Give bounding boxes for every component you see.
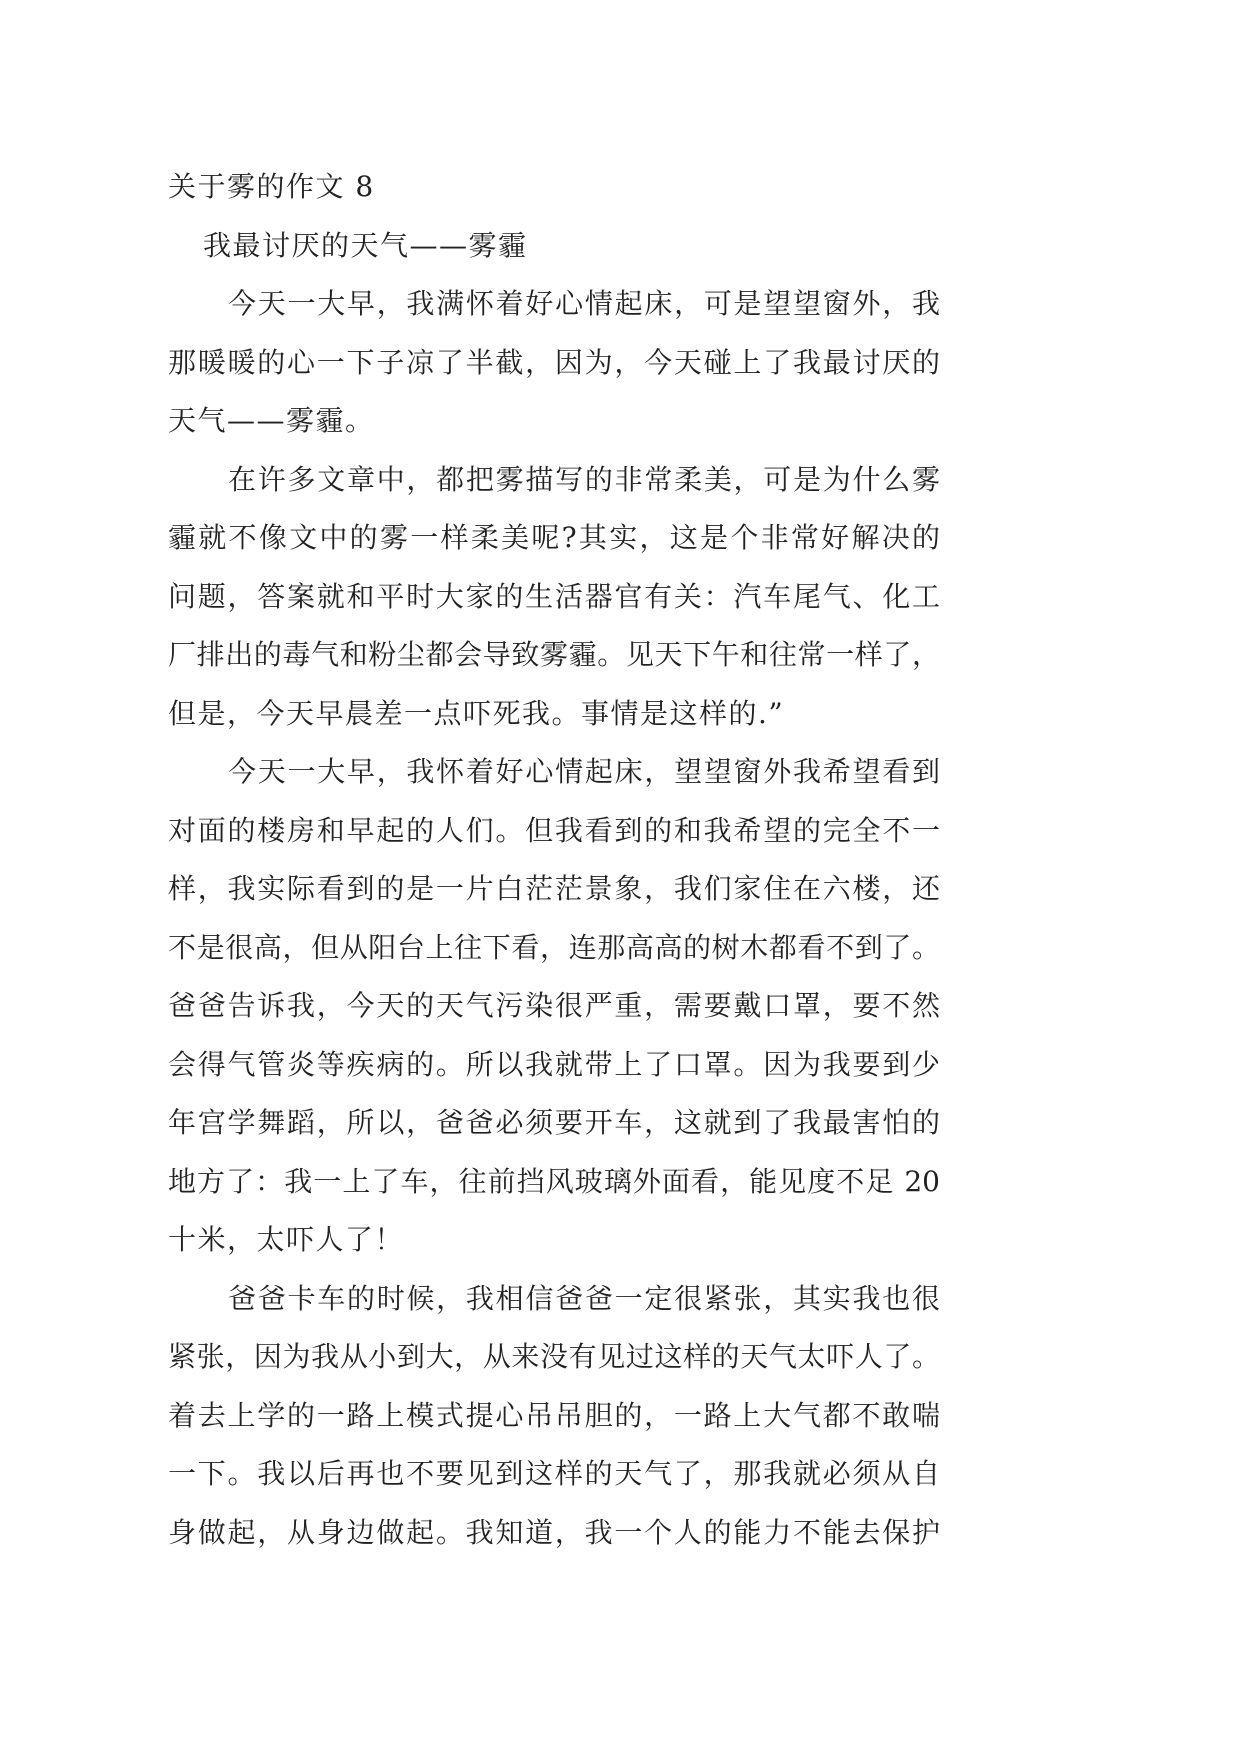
text-line: 那暖暖的心一下子凉了半截，因为，今天碰上了我最讨厌的: [168, 345, 940, 379]
paragraph-4: [168, 1270, 940, 1563]
text-line: 今天一大早，我满怀着好心情起床，可是望望窗外，我: [228, 287, 940, 320]
text-line: 天气——雾霾。: [168, 404, 375, 437]
document-page: [168, 158, 940, 1562]
text-line: 样，我实际看到的是一片白茫茫景象，我们家住在六楼，还: [168, 872, 940, 905]
text-line: 身做起，从身边做起。我知道，我一个人的能力不能去保护: [168, 1515, 940, 1549]
text-line: 爸爸卡车的时候，我相信爸爸一定很紧张，其实我也很: [228, 1281, 940, 1315]
text-line: 着去上学的一路上模式提心吊吊胆的，一路上大气都不敢喘: [168, 1398, 940, 1432]
text-line: 在许多文章中，都把雾描写的非常柔美，可是为什么雾: [228, 462, 940, 496]
text-line: 紧张，因为我从小到大，从来没有见过这样的天气太吓人了。: [168, 1340, 940, 1373]
text-line: 爸爸告诉我，今天的天气污染很严重，需要戴口罩，要不然: [168, 989, 940, 1022]
text-line: 问题，答案就和平时大家的生活器官有关：汽车尾气、化工: [168, 579, 940, 613]
text-line: 厂排出的毒气和粉尘都会导致雾霾。见天下午和往常一样了，: [168, 638, 940, 671]
text-line: 年宫学舞蹈，所以，爸爸必须要开车，这就到了我最害怕的: [168, 1106, 940, 1139]
text-line: 但是，今天早晨差一点吓死我。事情是这样的.”: [168, 696, 785, 730]
text-line: 霾就不像文中的雾一样柔美呢?其实，这是个非常好解决的: [168, 521, 940, 554]
text-line: 对面的楼房和早起的人们。但我看到的和我希望的完全不一: [168, 813, 940, 847]
text-line: 十米，太吓人了！: [168, 1223, 405, 1256]
paragraph-2: [168, 451, 940, 744]
paragraph-1: [168, 275, 940, 451]
text-line: 今天一大早，我怀着好心情起床，望望窗外我希望看到: [228, 755, 940, 788]
text-line: 会得气管炎等疾病的。所以我就带上了口罩。因为我要到少: [168, 1047, 940, 1081]
paragraph-3: [168, 743, 940, 1270]
essay-subtitle: 我最讨厌的天气——雾霾: [203, 228, 528, 262]
document-title: 关于雾的作文 8: [168, 170, 375, 203]
text-line: 不是很高，但从阳台上往下看，连那高高的树木都看不到了。: [168, 930, 940, 964]
text-line: 一下。我以后再也不要见到这样的天气了，那我就必须从自: [168, 1457, 940, 1490]
text-line: 地方了：我一上了车，往前挡风玻璃外面看，能见度不足 20: [168, 1164, 940, 1198]
